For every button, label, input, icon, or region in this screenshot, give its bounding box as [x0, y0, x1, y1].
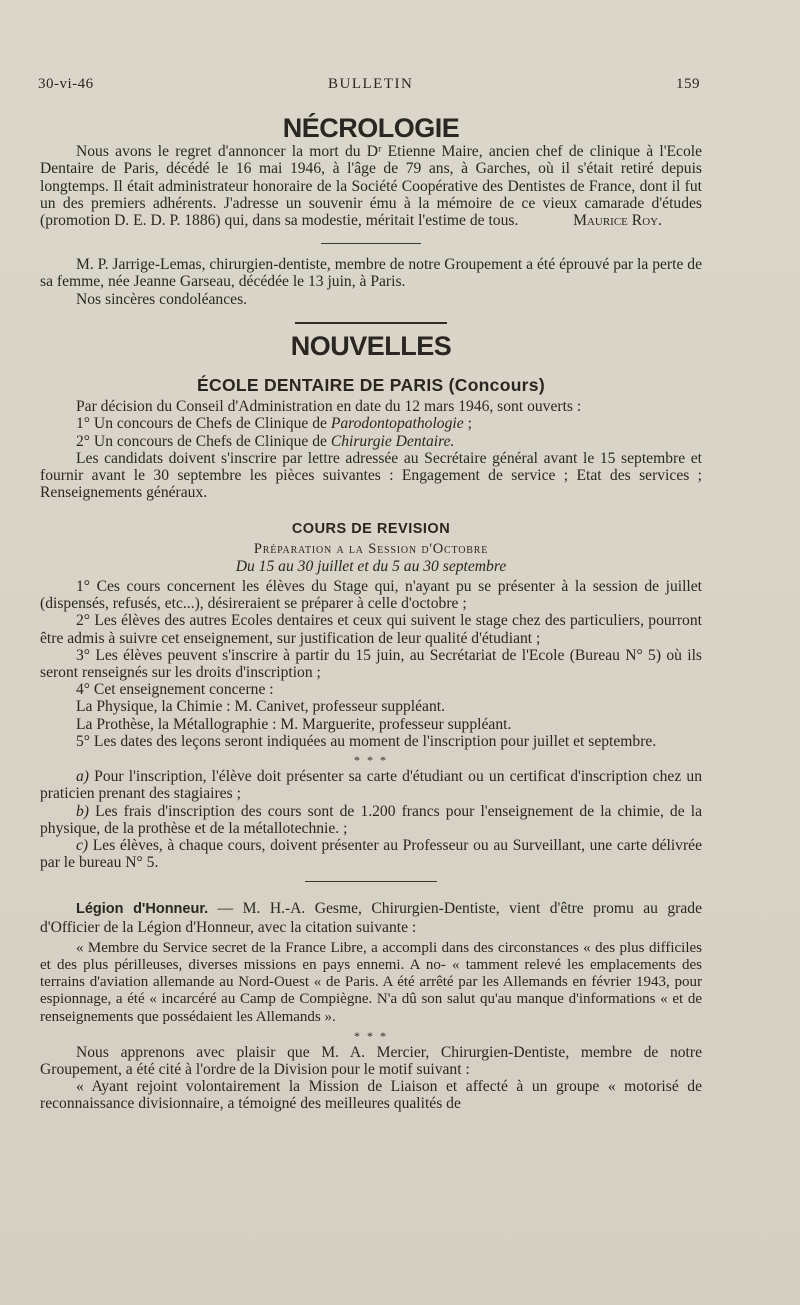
cours-note-b	[40, 803, 702, 837]
cours-point-5: 5° Les dates des leçons seront indiquées au moment de l'inscription pour juillet et septembre.	[76, 732, 657, 750]
cours-subtitle: Préparation a la Session d'Octobre	[253, 540, 489, 557]
legion-label: Légion d'Honneur.	[76, 901, 209, 918]
legion-citation: « Membre du Service secret de la France Libre, a accompli dans des circonstances « des plus difficiles et des plus périlleuses, diverses missions en pays ennemi. A no- « tamment relevé les emplacements des terrains d'aviation allemande au Nord-Ouest « de Paris. A été arrêté par les Allemands en février 1943, pour espionnage, a été « incarcéré au Camp de Compiègne. N'a dû son salut qu'au manque d'informations « et de renseignements que possédaient les Allemands ».	[40, 939, 702, 1025]
note-b-label: b)	[76, 802, 89, 820]
ecole-item-2-text: 2° Un concours de Chefs de Clinique de	[76, 432, 331, 450]
section-rule	[295, 322, 447, 324]
page-number: 159	[676, 76, 700, 92]
section-divider-2	[305, 881, 437, 882]
ecole-item-2-subject: Chirurgie Dentaire.	[330, 432, 455, 450]
necrologie-text: Nous avons le regret d'annoncer la mort du Dʳ Etienne Maire, ancien chef de clinique à l'Ecole Dentaire de Paris, décédé le 16 mai 1946, à l'âge de 79 ans, à Garches, où il s'était retiré depuis longtemps. Il était administrateur honoraire de la Société Coopérative des Dentistes de France, dont il fut un des premiers adhérents. J'adresse un souvenir ému à la mémoire de ce vieux camarade d'études (promotion D. E. D. P. 1886) qui, dans sa modestie, méritait l'estime de tous.	[40, 143, 702, 230]
legion-paragraph	[40, 900, 702, 935]
cours-note-c	[40, 837, 702, 871]
nouvelles-heading: NOUVELLES	[290, 330, 452, 361]
cours-point-4a: La Physique, la Chimie : M. Canivet, professeur suppléant.	[76, 698, 445, 716]
ecole-item-2	[40, 433, 702, 450]
cours-heading: COURS DE REVISION	[291, 521, 451, 538]
header-title: BULLETIN	[328, 76, 414, 92]
cours-point-4: 4° Cet enseignement concerne :	[76, 681, 274, 699]
section-divider	[321, 243, 421, 244]
note-b-text: Les frais d'inscription des cours sont de 1.200 francs pour l'enseignement de la chimie, de la physique, de la prothèse et de la métallotechnie. ;	[40, 802, 702, 837]
ecole-item-1-subject: Parodontopathologie	[330, 415, 464, 433]
note-a-label: a)	[76, 768, 89, 786]
ecole-item-1-text: 1° Un concours de Chefs de Clinique de	[76, 415, 331, 433]
cours-point-2: 2° Les élèves des autres Ecoles dentaires et ceux qui suivent le stage chez des particuliers, pourront être admis à suivre cet enseignement, sur justification de leur qualité d'étudiant ;	[40, 612, 702, 647]
necrologie-paragraph	[40, 143, 702, 229]
note-a-text: Pour l'inscription, l'élève doit présenter sa carte d'étudiant ou un certificat d'inscription chez un praticien prenant des stagiaires ;	[40, 768, 702, 803]
asterism: * * *	[354, 753, 388, 768]
condolence-paragraph: M. P. Jarrige-Lemas, chirurgien-dentiste, membre de notre Groupement a été éprouvé par la perte de sa femme, née Jeanne Garseau, décédée le 13 juin, à Paris.	[40, 256, 702, 291]
mercier-paragraph: Nous apprenons avec plaisir que M. A. Mercier, Chirurgien-Dentiste, membre de notre Groupement, a été cité à l'ordre de la Division pour le motif suivant :	[40, 1043, 702, 1078]
ecole-intro: Par décision du Conseil d'Administration en date du 12 mars 1946, sont ouverts :	[76, 398, 582, 416]
mercier-citation: « Ayant rejoint volontairement la Mission de Liaison et affecté à un groupe « motorisé de reconnaissance divisionnaire, a témoigné des meilleures qualités de	[40, 1078, 702, 1113]
necrologie-signature: Maurice Roy.	[573, 212, 662, 230]
ecole-item-1	[40, 415, 702, 432]
legion-text: — M. H.-A. Gesme, Chirurgien-Dentiste, vient d'être promu au grade d'Officier de la Légion d'Honneur, avec la citation suivante :	[40, 900, 702, 936]
cours-note-a	[40, 768, 702, 802]
ecole-item-1-end: ;	[463, 415, 472, 433]
cours-point-4b: La Prothèse, la Métallographie : M. Marguerite, professeur suppléant.	[76, 715, 512, 733]
cours-dates: Du 15 au 30 juillet et du 5 au 30 septembre	[235, 557, 507, 575]
header-date: 30-vi-46	[38, 76, 94, 92]
necrologie-heading: NÉCROLOGIE	[282, 113, 460, 143]
cours-point-3: 3° Les élèves peuvent s'inscrire à partir du 15 juin, au Secrétariat de l'Ecole (Bureau N° 5) où ils seront renseignés sur les droits d'inscription ;	[40, 646, 702, 682]
note-c-label: c)	[76, 836, 89, 854]
note-c-text: Les élèves, à chaque cours, doivent présenter au Professeur ou au Surveillant, une carte délivrée par le bureau N° 5.	[40, 836, 702, 872]
ecole-paragraph: Les candidats doivent s'inscrire par lettre adressée au Secrétaire général avant le 15 septembre et fournir avant le 30 septembre les pièces suivantes : Engagement de service ; Etat des services ; Renseignements généraux.	[40, 449, 702, 502]
cours-point-1: 1° Ces cours concernent les élèves du Stage qui, n'ayant pu se présenter à la session de juillet (dispensés, refusés, etc...), désireraient se préparer à celle d'octobre ;	[40, 578, 702, 613]
asterism-2: * * *	[354, 1028, 388, 1043]
ecole-heading: ÉCOLE DENTAIRE DE PARIS (Concours)	[197, 375, 545, 396]
article-body	[40, 113, 702, 1113]
condolence-closing: Nos sincères condoléances.	[76, 290, 248, 308]
